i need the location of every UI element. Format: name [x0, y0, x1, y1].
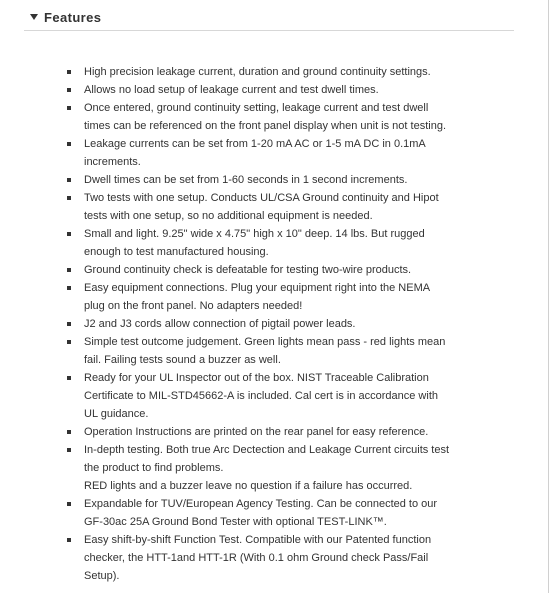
caret-down-icon[interactable]	[30, 14, 38, 20]
feature-text-line: Setup).	[84, 570, 120, 582]
feature-text-line: Expandable for TUV/European Agency Testing. Can be connected to our	[84, 498, 438, 510]
feature-text-line: times can be referenced on the front panel display when unit is not testing.	[84, 120, 446, 132]
feature-item	[66, 441, 516, 495]
feature-text-line: enough to test manufactured housing.	[84, 246, 269, 258]
feature-text-line: Simple test outcome judgement. Green lights mean pass - red lights mean	[84, 336, 446, 348]
feature-text-line: Easy equipment connections. Plug your equipment right into the NEMA	[84, 282, 431, 294]
feature-text-line: tests with one setup, so no additional equipment is needed.	[84, 210, 373, 222]
feature-item	[66, 135, 516, 171]
feature-item	[66, 369, 516, 423]
feature-text-line: J2 and J3 cords allow connection of pigtail power leads.	[84, 318, 356, 330]
features-list	[66, 63, 516, 585]
feature-text-line: Easy shift-by-shift Function Test. Compatible with our Patented function	[84, 534, 432, 546]
feature-text-line: Operation Instructions are printed on the rear panel for easy reference.	[84, 426, 429, 438]
feature-text-line: GF-30ac 25A Ground Bond Tester with optional TEST-LINK™.	[84, 516, 387, 528]
feature-text-line: Ready for your UL Inspector out of the box. NIST Traceable Calibration	[84, 372, 429, 384]
feature-text-line: UL guidance.	[84, 408, 149, 420]
feature-item	[66, 99, 516, 135]
feature-item	[66, 189, 516, 225]
feature-text-line: increments.	[84, 156, 141, 168]
feature-item	[66, 495, 516, 531]
feature-text-line: Small and light. 9.25" wide x 4.75" high x 10" deep. 14 lbs. But rugged	[84, 228, 425, 240]
feature-item	[66, 531, 516, 585]
feature-text-line: Allows no load setup of leakage current and test dwell times.	[84, 84, 379, 96]
feature-item	[66, 261, 516, 279]
feature-item	[66, 423, 516, 441]
feature-item	[66, 315, 516, 333]
feature-text-line: the product to find problems.	[84, 462, 224, 474]
feature-item	[66, 279, 516, 315]
feature-text-line: RED lights and a buzzer leave no question if a failure has occurred.	[84, 480, 413, 492]
feature-item	[66, 225, 516, 261]
feature-text-line: plug on the front panel. No adapters needed!	[84, 300, 303, 312]
section-title: Features	[44, 9, 102, 25]
feature-text-line: Ground continuity check is defeatable for testing two-wire products.	[84, 264, 412, 276]
feature-item	[66, 81, 516, 99]
feature-text-line: Leakage currents can be set from 1-20 mA AC or 1-5 mA DC in 0.1mA	[84, 138, 426, 150]
feature-text-line: In-depth testing. Both true Arc Dectection and Leakage Current circuits test	[84, 444, 450, 456]
feature-text-line: Two tests with one setup. Conducts UL/CSA Ground continuity and Hipot	[84, 192, 439, 204]
feature-text-line: Certificate to MIL-STD45662-A is included. Cal cert is in accordance with	[84, 390, 438, 402]
feature-text-line: fail. Failing tests sound a buzzer as well.	[84, 354, 281, 366]
feature-item	[66, 171, 516, 189]
feature-item	[66, 63, 516, 81]
feature-text-line: Once entered, ground continuity setting, leakage current and test dwell	[84, 102, 429, 114]
feature-text-line: checker, the HTT-1and HTT-1R (With 0.1 ohm Ground check Pass/Fail	[84, 552, 429, 564]
features-section-header[interactable]	[24, 4, 514, 31]
feature-text-line: Dwell times can be set from 1-60 seconds in 1 second increments.	[84, 174, 408, 186]
panel-right-border	[548, 0, 549, 593]
feature-item	[66, 333, 516, 369]
feature-text-line: High precision leakage current, duration and ground continuity settings.	[84, 66, 431, 78]
